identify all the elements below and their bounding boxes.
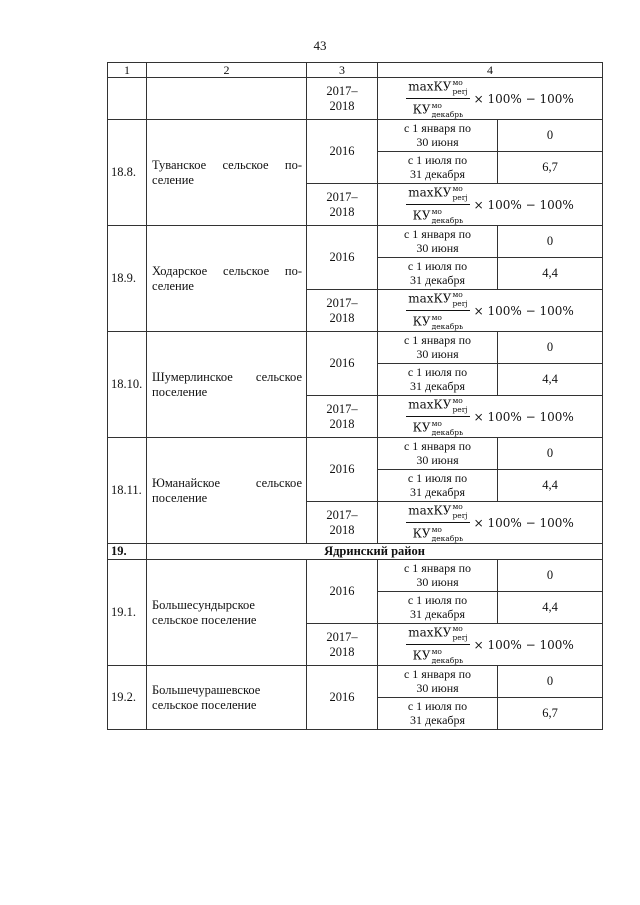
table-row: [108, 666, 603, 698]
formula-fraction: [406, 78, 469, 119]
header-row: [108, 63, 603, 78]
row-number: 18.10.: [108, 332, 147, 438]
period-2: с 1 июля по 31 декабря: [378, 592, 498, 624]
formula-cell: [378, 396, 603, 438]
year-2016: 2016: [307, 332, 378, 396]
formula-denominator: КУ мо декабрь: [412, 313, 464, 332]
table-body-18: [108, 120, 603, 544]
period-1: с 1 января по 30 июня: [378, 666, 498, 698]
period-2: с 1 июля по 31 декабря: [378, 364, 498, 396]
value-2: 6,7: [498, 698, 603, 730]
year-end: 2018: [329, 98, 355, 113]
formula-tail: × 100% − 100%: [473, 409, 574, 424]
table-row: [108, 226, 603, 258]
year-start: 2017–: [326, 83, 358, 98]
value-1: 0: [498, 666, 603, 698]
value-1: 0: [498, 332, 603, 364]
formula-numerator: maxКУ мо perj: [406, 396, 469, 417]
row-number: [108, 78, 147, 120]
year-2016: 2016: [307, 120, 378, 184]
period-2: с 1 июля по 31 декабря: [378, 152, 498, 184]
formula-cell: [378, 184, 603, 226]
row-name: Большесундырское сельское поселение: [147, 560, 307, 666]
year-2016: 2016: [307, 226, 378, 290]
row-name: Туванское сельское по-селение: [147, 120, 307, 226]
year-2016: 2016: [307, 666, 378, 730]
period-1: с 1 января по 30 июня: [378, 332, 498, 364]
header-col-3: 3: [307, 63, 378, 78]
period-2: с 1 июля по 31 декабря: [378, 698, 498, 730]
value-2: 4,4: [498, 364, 603, 396]
value-1: 0: [498, 438, 603, 470]
row-name: Юманайское сельское поселение: [147, 438, 307, 544]
row-name: Ходарское сельское по-селение: [147, 226, 307, 332]
formula-fraction: [406, 290, 469, 331]
formula-denominator: КУ мо декабрь: [412, 207, 464, 226]
formula-cell: [378, 290, 603, 332]
formula-tail: × 100% − 100%: [473, 515, 574, 530]
row-number: 18.11.: [108, 438, 147, 544]
formula-denominator: КУ мо декабрь: [412, 419, 464, 438]
table-body-19: [108, 560, 603, 730]
row-name: Большечурашевское сельское поселение: [147, 666, 307, 730]
formula-numerator: maxКУ мо perj: [406, 624, 469, 645]
formula-fraction: [406, 624, 469, 665]
header-col-4: 4: [378, 63, 603, 78]
tariff-table: [107, 62, 603, 730]
row-number: 19.2.: [108, 666, 147, 730]
value-2: 4,4: [498, 470, 603, 502]
formula-tail: × 100% − 100%: [473, 637, 574, 652]
table-row: [108, 120, 603, 152]
row-name: [147, 78, 307, 120]
year-range: [307, 78, 378, 120]
formula-fraction: [406, 184, 469, 225]
formula-tail: × 100% − 100%: [473, 303, 574, 318]
value-2: 4,4: [498, 258, 603, 290]
value-2: 6,7: [498, 152, 603, 184]
row-number: 19.1.: [108, 560, 147, 666]
table-row: [108, 78, 603, 120]
period-2: с 1 июля по 31 декабря: [378, 470, 498, 502]
row-name: Шумерлинское сельское поселение: [147, 332, 307, 438]
formula-cell: [378, 624, 603, 666]
year-range: 2017– 2018: [307, 396, 378, 438]
formula-fraction: [406, 396, 469, 437]
period-1: с 1 января по 30 июня: [378, 560, 498, 592]
table-row: [108, 560, 603, 592]
year-range: 2017– 2018: [307, 290, 378, 332]
formula-numerator: maxКУ мо perj: [406, 502, 469, 523]
formula-denominator: КУ мо декабрь: [412, 101, 464, 120]
year-2016: 2016: [307, 438, 378, 502]
year-range: 2017– 2018: [307, 624, 378, 666]
period-2: с 1 июля по 31 декабря: [378, 258, 498, 290]
formula-denominator: КУ мо декабрь: [412, 647, 464, 666]
page-number: 43: [313, 38, 327, 53]
row-number: 18.8.: [108, 120, 147, 226]
year-2016: 2016: [307, 560, 378, 624]
table-row: [108, 438, 603, 470]
year-range: 2017– 2018: [307, 184, 378, 226]
value-1: 0: [498, 560, 603, 592]
formula-fraction: [406, 502, 469, 543]
formula-denominator: КУ мо декабрь: [412, 525, 464, 544]
formula-cell: [378, 502, 603, 544]
table-row: [108, 332, 603, 364]
value-1: 0: [498, 226, 603, 258]
formula-numerator: maxКУ мо perj: [406, 290, 469, 311]
row-number: 18.9.: [108, 226, 147, 332]
period-1: с 1 января по 30 июня: [378, 120, 498, 152]
value-1: 0: [498, 120, 603, 152]
region-name: Ядринский район: [147, 544, 603, 560]
value-2: 4,4: [498, 592, 603, 624]
period-1: с 1 января по 30 июня: [378, 226, 498, 258]
period-1: с 1 января по 30 июня: [378, 438, 498, 470]
formula-tail: × 100% − 100%: [473, 91, 574, 106]
header-col-2: 2: [147, 63, 307, 78]
formula-tail: × 100% − 100%: [473, 197, 574, 212]
header-col-1: 1: [108, 63, 147, 78]
formula-cell: [378, 78, 603, 120]
year-range: 2017– 2018: [307, 502, 378, 544]
region-row: [108, 544, 603, 560]
formula-numerator: maxКУ мо perj: [406, 184, 469, 205]
formula-numerator: maxКУ мо perj: [406, 78, 469, 99]
region-number: 19.: [108, 544, 147, 560]
